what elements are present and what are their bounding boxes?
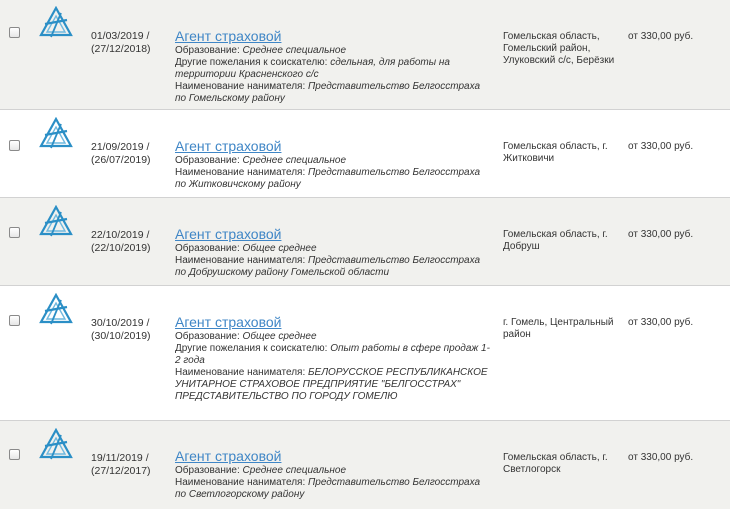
employer-label: Наименование нанимателя: xyxy=(175,255,309,266)
education-line xyxy=(175,45,493,57)
employer-label: Наименование нанимателя: xyxy=(175,477,309,488)
vacancy-title-link[interactable]: Агент страховой xyxy=(175,314,282,330)
table-row xyxy=(0,286,730,421)
date-original: (22/10/2019) xyxy=(91,242,151,254)
education-line xyxy=(175,243,493,255)
employer-value: Представительство Белгосстраха по Светлогорскому району xyxy=(175,477,481,500)
education-line xyxy=(175,465,493,477)
row-checkbox[interactable] xyxy=(9,27,20,38)
vacancy-info xyxy=(175,448,493,501)
vacancy-dates xyxy=(91,30,171,56)
table-row xyxy=(0,421,730,509)
education-value: Общее среднее xyxy=(242,243,317,254)
employer-line xyxy=(175,255,493,279)
date-posted: 21/09/2019 / xyxy=(91,141,150,153)
date-posted: 01/03/2019 / xyxy=(91,30,150,42)
employer-value: Представительство Белгосстраха по Добрушскому району Гомельской области xyxy=(175,255,481,278)
employer-value: БЕЛОРУССКОЕ РЕСПУБЛИКАНСКОЕ УНИТАРНОЕ СТРАХОВОЕ ПРЕДПРИЯТИЕ "БЕЛГОССТРАХ" ПРЕДСТАВИТЕЛЬСТВО ПО ГОРОДУ ГОМЕЛЮ xyxy=(175,367,488,402)
employer-line xyxy=(175,367,493,403)
vacancy-salary: от 330,00 руб. xyxy=(628,141,694,152)
education-label: Образование: xyxy=(175,45,243,56)
date-posted: 30/10/2019 / xyxy=(91,317,150,329)
education-value: Среднее специальное xyxy=(242,155,347,166)
education-label: Образование: xyxy=(175,155,243,166)
vacancy-salary: от 330,00 руб. xyxy=(628,317,694,328)
belgosstrakh-logo-icon xyxy=(39,117,73,151)
vacancy-location: Гомельская область, г. Светлогорск xyxy=(503,452,608,475)
vacancy-salary: от 330,00 руб. xyxy=(628,31,694,42)
vacancy-dates xyxy=(91,452,171,478)
vacancy-title-link[interactable]: Агент страховой xyxy=(175,226,282,242)
belgosstrakh-logo-icon xyxy=(39,6,73,40)
vacancy-dates xyxy=(91,229,171,255)
vacancy-info xyxy=(175,226,493,279)
row-checkbox[interactable] xyxy=(9,449,20,460)
education-line xyxy=(175,331,493,343)
wishes-label: Другие пожелания к соискателю: xyxy=(175,57,331,68)
vacancy-title-link[interactable]: Агент страховой xyxy=(175,448,282,464)
row-checkbox[interactable] xyxy=(9,140,20,151)
employer-line xyxy=(175,81,493,105)
table-row xyxy=(0,0,730,110)
vacancy-location: Гомельская область, Гомельский район, Улуковский с/с, Берёзки xyxy=(503,31,615,66)
date-original: (30/10/2019) xyxy=(91,330,151,342)
vacancy-dates xyxy=(91,317,171,343)
date-posted: 19/11/2019 / xyxy=(91,452,149,464)
education-value: Общее среднее xyxy=(242,331,317,342)
belgosstrakh-logo-icon xyxy=(39,205,73,239)
table-row xyxy=(0,198,730,286)
vacancy-location: Гомельская область, г. Добруш xyxy=(503,229,608,252)
vacancy-dates xyxy=(91,141,171,167)
education-label: Образование: xyxy=(175,465,243,476)
date-original: (27/12/2018) xyxy=(91,43,151,55)
table-row xyxy=(0,110,730,198)
education-label: Образование: xyxy=(175,331,243,342)
belgosstrakh-logo-icon xyxy=(39,293,73,327)
date-original: (26/07/2019) xyxy=(91,154,151,166)
vacancy-title-link[interactable]: Агент страховой xyxy=(175,138,282,154)
row-checkbox[interactable] xyxy=(9,315,20,326)
employer-label: Наименование нанимателя: xyxy=(175,167,309,178)
date-original: (27/12/2017) xyxy=(91,465,151,477)
employer-label: Наименование нанимателя: xyxy=(175,81,309,92)
employer-label: Наименование нанимателя: xyxy=(175,367,309,378)
belgosstrakh-logo-icon xyxy=(39,428,73,462)
education-value: Среднее специальное xyxy=(242,465,347,476)
wishes-value: Опыт работы в сфере продаж 1-2 года xyxy=(175,343,490,366)
wishes-label: Другие пожелания к соискателю: xyxy=(175,343,331,354)
vacancy-salary: от 330,00 руб. xyxy=(628,229,694,240)
vacancy-info xyxy=(175,138,493,191)
date-posted: 22/10/2019 / xyxy=(91,229,150,241)
employer-line xyxy=(175,477,493,501)
vacancy-salary: от 330,00 руб. xyxy=(628,452,694,463)
vacancy-location: Гомельская область, г. Житковичи xyxy=(503,141,608,164)
wishes-line xyxy=(175,57,493,81)
wishes-line xyxy=(175,343,493,367)
employer-value: Представительство Белгосстраха по Гомельскому району xyxy=(175,81,481,104)
vacancy-title-link[interactable]: Агент страховой xyxy=(175,28,282,44)
vacancy-info xyxy=(175,28,493,105)
row-checkbox[interactable] xyxy=(9,227,20,238)
employer-value: Представительство Белгосстраха по Житковичскому району xyxy=(175,167,481,190)
education-value: Среднее специальное xyxy=(242,45,347,56)
employer-line xyxy=(175,167,493,191)
education-line xyxy=(175,155,493,167)
education-label: Образование: xyxy=(175,243,243,254)
vacancy-location: г. Гомель, Центральный район xyxy=(503,317,614,340)
wishes-value: сдельная, для работы на территории Красненского с/с xyxy=(175,57,450,80)
vacancy-info xyxy=(175,314,493,403)
